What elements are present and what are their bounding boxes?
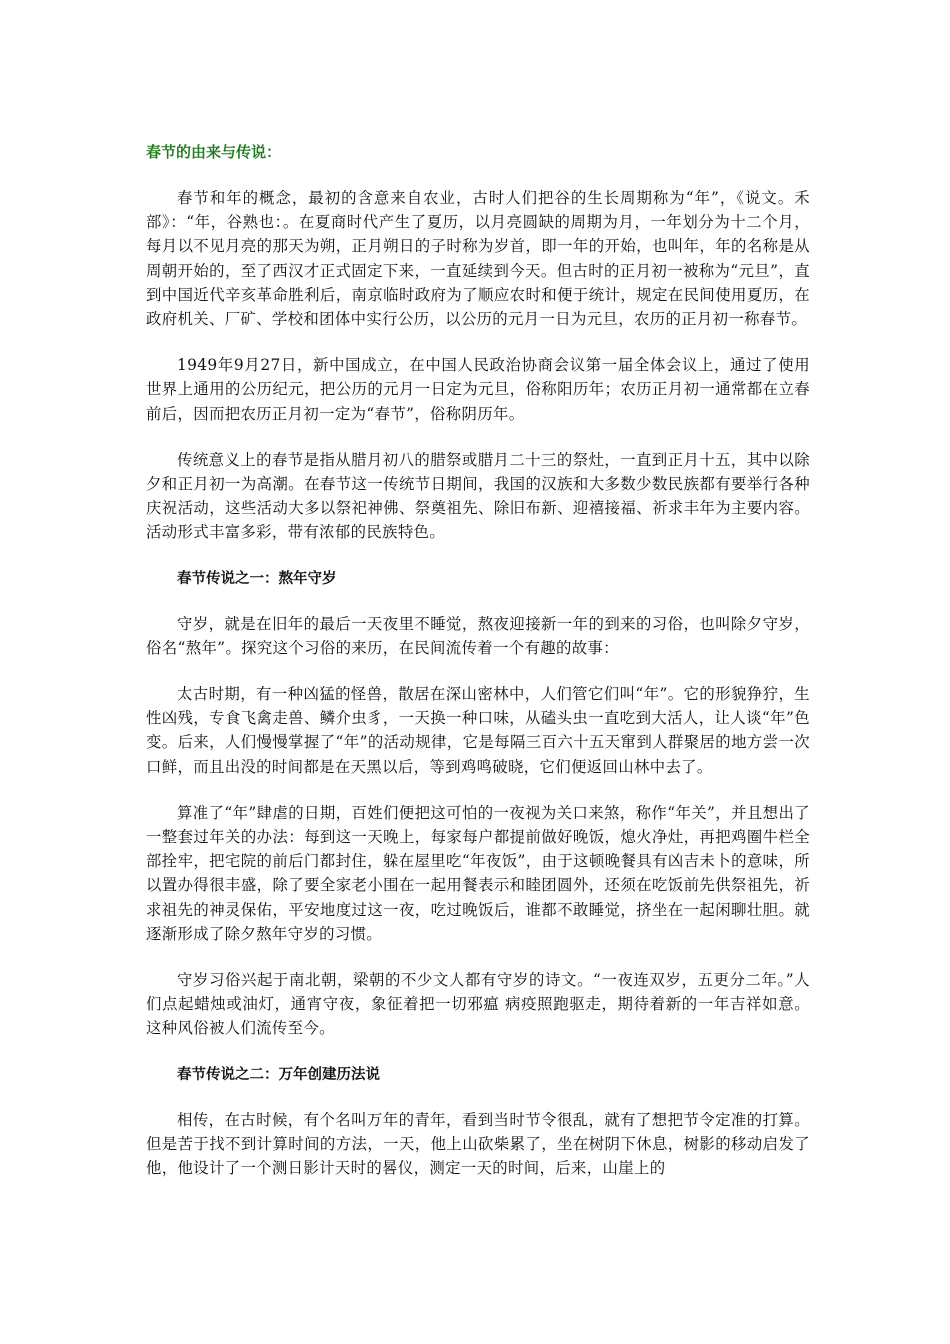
paragraph-1949-calendar: 1949年9月27日，新中国成立，在中国人民政治协商会议第一届全体会议上，通过了使用世界上通用的公历纪元，把公历的元月一日定为元旦，俗称阳历年；农历正月初一通常都在立春前后，因而把农历正月初一定为“春节”，俗称阴历年。 — [146, 356, 810, 423]
paragraph-nian-beast: 太古时期，有一种凶猛的怪兽，散居在深山密林中，人们管它们叫“年”。它的形貌狰狞，生性凶残，专食飞禽走兽、鳞介虫豸，一天换一种口味，从磕头虫一直吃到大活人，让人谈“年”色变。后来，人们慢慢掌握了“年”的活动规律，它是每隔三百六十五天窜到人群聚居的地方尝一次口鲜，而且出没的时间都是在天黑以后，等到鸡鸣破晓，它们便返回山林中去了。 — [146, 685, 810, 776]
paragraph-wannian-calendar: 相传，在古时候，有个名叫万年的青年，看到当时节令很乱，就有了想把节令定准的打算。但是苦于找不到计算时间的方法，一天，他上山砍柴累了，坐在树阴下休息，树影的移动启发了他，他设计了一个测日影计天时的晷仪，测定一天的时间，后来，山崖上的 — [146, 1110, 810, 1178]
paragraph-shousui-intro: 守岁，就是在旧年的最后一天夜里不睡觉，熬夜迎接新一年的到来的习俗，也叫除夕守岁，俗名“熬年”。探究这个习俗的来历，在民间流传着一个有趣的故事： — [146, 614, 810, 657]
paragraph-shousui-history: 守岁习俗兴起于南北朝，梁朝的不少文人都有守岁的诗文。“一夜连双岁，五更分二年。”人们点起蜡烛或油灯，通宵守夜，象征着把一切邪瘟 病疫照跑驱走，期待着新的一年吉祥如意。这种风俗被人们流传至今。 — [146, 971, 810, 1038]
paragraph-traditional-meaning: 传统意义上的春节是指从腊月初八的腊祭或腊月二十三的祭灶，一直到正月十五，其中以除夕和正月初一为高潮。在春节这一传统节日期间，我国的汉族和大多数少数民族都有要举行各种庆祝活动，这些活动大多以祭祀神佛、祭奠祖先、除旧布新、迎禧接福、祈求丰年为主要内容。活动形式丰富多彩，带有浓郁的民族特色。 — [146, 450, 810, 542]
paragraph-origin-concept: 春节和年的概念，最初的含意来自农业，古时人们把谷的生长周期称为“年”，《说文。禾部》：“年，谷熟也：。在夏商时代产生了夏历，以月亮圆缺的周期为月，一年划分为十二个月，每月以不见月亮的那天为朔，正月朔日的子时称为岁首，即一年的开始，也叫年，年的名称是从周朝开始的，至了西汉才正式固定下来，一直延续到今天。但古时的正月初一被称为“元旦”，直到中国近代辛亥革命胜利后，南京临时政府为了顺应农时和便于统计，规定在民间使用夏历，在政府机关、厂矿、学校和团体中实行公历，以公历的元月一日为元旦，农历的正月初一称春节。 — [146, 189, 810, 329]
paragraph-nianguan: 算准了“年”肆虐的日期，百姓们便把这可怕的一夜视为关口来煞，称作“年关”，并且想出了一整套过年关的办法：每到这一天晚上，每家每户都提前做好晚饭，熄火净灶，再把鸡圈牛栏全部拴牢，把宅院的前后门都封住，躲在屋里吃“年夜饭”，由于这顿晚餐具有凶吉未卜的意味，所以置办得很丰盛，除了要全家老小围在一起用餐表示和睦团圆外，还须在吃饭前先供祭祖先，祈求祖先的神灵保佑，平安地度过这一夜，吃过晚饭后，谁都不敢睡觉，挤坐在一起闲聊壮胆。就逐渐形成了除夕熬年守岁的习惯。 — [146, 803, 810, 943]
document-page — [146, 140, 810, 1202]
subheading-legend-one: 春节传说之一：熬年守岁 — [177, 570, 337, 587]
document-title: 春节的由来与传说： — [146, 143, 282, 161]
subheading-legend-two: 春节传说之二：万年创建历法说 — [177, 1066, 380, 1083]
